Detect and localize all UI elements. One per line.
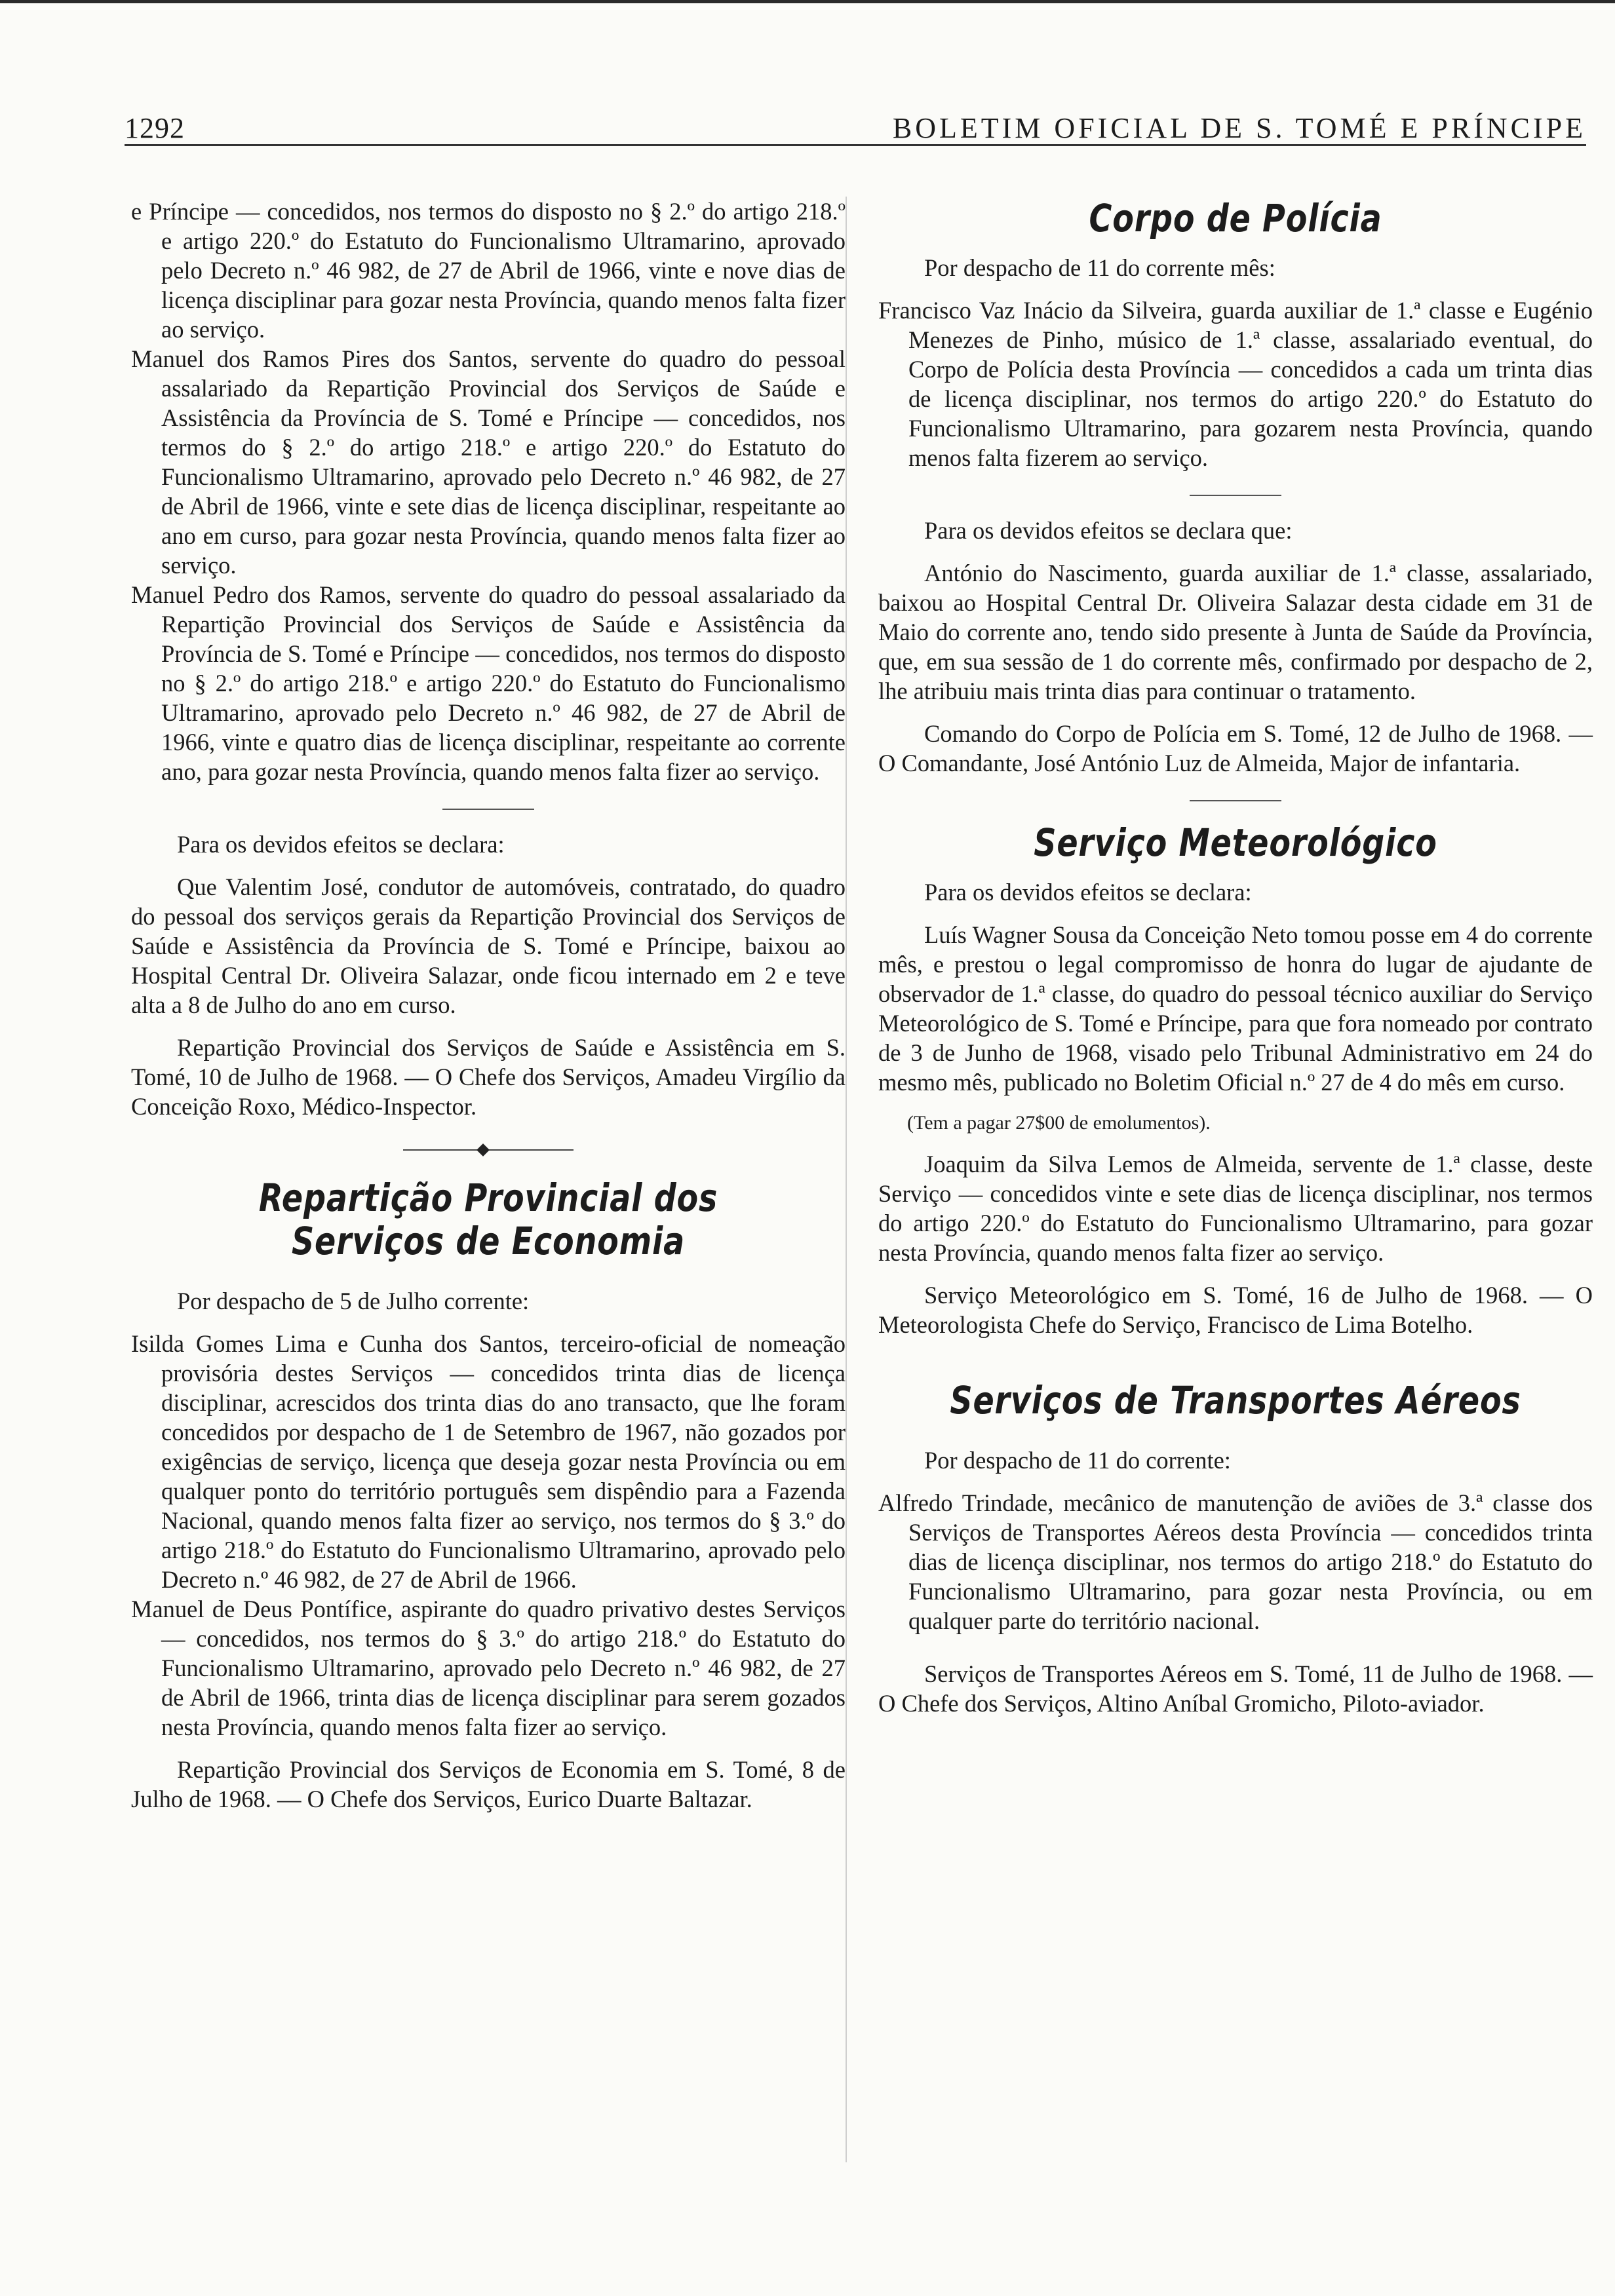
paragraph: Alfredo Trindade, mecânico de manutenção de aviões de 3.ª classe dos Serviços de Transportes Aéreos desta Província — concedidos trinta dias de licença disciplinar, nos termos do artigo 218.º do Estatuto do Funcionalismo Ultramarino, para gozar nesta Província, ou em qualquer parte do território nacional. — [878, 1489, 1593, 1634]
paragraph: Manuel Pedro dos Ramos, servente do quadro do pessoal assalariado da Repartição Provincial dos Serviços de Saúde e Assistência da Província de S. Tomé e Príncipe — concedidos, nos termos do disposto no § 2.º do artigo 218.º e artigo 220.º do Estatuto do Funcionalismo Ultramarino, aprovado pelo Decreto n.º 46 982, de 27 de Abril de 1966, vinte e quatro dias de licença disciplinar, respeitante ao corrente ano, para gozar nesta Província, quando menos falta fizer ao serviço. — [131, 581, 846, 785]
paragraph: Manuel dos Ramos Pires dos Santos, servente do quadro do pessoal assalariado da Repartição Provincial dos Serviços de Saúde e Assistência da Província de S. Tomé e Príncipe — concedidos, nos termos do § 2.º do artigo 218.º e artigo 220.º do Estatuto do Funcionalismo Ultramarino, aprovado pelo Decreto n.º 46 982, de 27 de Abril de 1966, vinte e sete dias de licença disciplinar, respeitante ao ano em curso, para gozar nesta Província, quando menos falta fizer ao serviço. — [131, 345, 846, 579]
fee-note: (Tem a pagar 27$00 de emolumentos). — [907, 1112, 1211, 1134]
paragraph: Para os devidos efeitos se declara: — [177, 831, 505, 858]
paragraph: Para os devidos efeitos se declara que: — [924, 517, 1293, 544]
top-rule — [0, 0, 1615, 3]
paragraph: Por despacho de 11 do corrente mês: — [924, 254, 1275, 281]
right-column — [878, 197, 1593, 1718]
paragraph: Por despacho de 11 do corrente: — [924, 1447, 1231, 1474]
paragraph: Francisco Vaz Inácio da Silveira, guarda auxiliar de 1.ª classe e Eugénio Menezes de Pinho, músico de 1.ª classe, assalariado eventual, do Corpo de Polícia desta Província — concedidos a cada um trinta dias de licença disciplinar, nos termos do artigo 220.º do Estatuto do Funcionalismo Ultramarino, para gozarem nesta Província, quando menos falta fizerem ao serviço. — [878, 297, 1593, 471]
section-title-transportes-aereos: Serviços de Transportes Aéreos — [950, 1378, 1521, 1423]
separator-rule — [1190, 800, 1281, 801]
paragraph: Isilda Gomes Lima e Cunha dos Santos, terceiro-oficial de nomeação provisória destes Serviços — concedidos trinta dias de licença disciplinar, acrescidos dos trinta dias do ano transacto, que lhe foram concedidos por despacho de 1 de Setembro de 1967, não gozados por exigências de serviço, licença que deseja gozar nesta Província ou em qualquer ponto do território português sem dispêndio para a Fazenda Nacional, quando menos falta fizer ao serviço, nos termos do § 3.º do artigo 218.º do Estatuto do Funcionalismo Ultramarino, aprovado pelo Decreto n.º 46 982, de 27 de Abril de 1966. — [131, 1330, 846, 1593]
paragraph: Para os devidos efeitos se declara: — [924, 879, 1252, 906]
paragraph: Joaquim da Silva Lemos de Almeida, servente de 1.ª classe, deste Serviço — concedidos vinte e sete dias de licença disciplinar, nos termos do artigo 220.º do Estatuto do Funcionalismo Ultramarino, para gozar nesta Província, quando menos falta fizer ao serviço. — [878, 1151, 1593, 1266]
paragraph: e Príncipe — concedidos, nos termos do disposto no § 2.º do artigo 218.º e artigo 220.º do Estatuto do Funcionalismo Ultramarino, aprovado pelo Decreto n.º 46 982, de 27 de Abril de 1966, vinte e nove dias de licença disciplinar para gozar nesta Província, quando menos falta fizer ao serviço. — [131, 198, 846, 343]
separator-rule — [1190, 495, 1281, 496]
running-title: BOLETIM OFICIAL DE S. TOMÉ E PRÍNCIPE — [892, 112, 1586, 144]
paragraph: Que Valentim José, condutor de automóveis, contratado, do quadro do pessoal dos serviços gerais da Repartição Provincial dos Serviços de Saúde e Assistência da Província de S. Tomé e Príncipe, baixou ao Hospital Central Dr. Oliveira Salazar, onde ficou internado em 2 e teve alta a 8 de Julho do ano em curso. — [131, 873, 846, 1018]
ornament-separator — [403, 1143, 574, 1157]
signature-paragraph: Serviços de Transportes Aéreos em S. Tomé, 11 de Julho de 1968. — O Chefe dos Serviços, Altino Aníbal Gromicho, Piloto-aviador. — [878, 1660, 1593, 1717]
signature-paragraph: Serviço Meteorológico em S. Tomé, 16 de Julho de 1968. — O Meteorologista Chefe do Serviço, Francisco de Lima Botelho. — [878, 1282, 1593, 1338]
signature-paragraph: Comando do Corpo de Polícia em S. Tomé, 12 de Julho de 1968. — O Comandante, José António Luz de Almeida, Major de infantaria. — [878, 720, 1593, 776]
page-number: 1292 — [125, 112, 185, 144]
signature-paragraph: Repartição Provincial dos Serviços de Economia em S. Tomé, 8 de Julho de 1968. — O Chefe dos Serviços, Eurico Duarte Baltazar. — [131, 1756, 846, 1812]
paragraph: Manuel de Deus Pontífice, aspirante do quadro privativo destes Serviços — concedidos, nos termos do § 3.º do artigo 218.º do Estatuto do Funcionalismo Ultramarino, aprovado pelo Decreto n.º 46 982, de 27 de Abril de 1966, trinta dias de licença disciplinar para serem gozados nesta Província, quando menos falta fizer ao serviço. — [131, 1596, 846, 1740]
section-title-meteorologico: Serviço Meteorológico — [1034, 820, 1437, 865]
left-column — [131, 197, 846, 1814]
separator-rule — [442, 809, 534, 810]
page-header — [125, 105, 1586, 146]
paragraph: Por despacho de 5 de Julho corrente: — [177, 1288, 530, 1314]
paragraph: Luís Wagner Sousa da Conceição Neto tomou posse em 4 do corrente mês, e prestou o legal compromisso de honra do lugar de ajudante de observador de 1.ª classe, do quadro do pessoal técnico auxiliar do Serviço Meteorológico de S. Tomé e Príncipe, para que fora nomeado por contrato de 3 de Junho de 1968, visado pelo Tribunal Administrativo em 24 do mesmo mês, publicado no Boletim Oficial n.º 27 de 4 do mês em curso. — [878, 921, 1593, 1096]
paragraph: António do Nascimento, guarda auxiliar de 1.ª classe, assalariado, baixou ao Hospital Central Dr. Oliveira Salazar desta cidade em 31 de Maio do corrente ano, tendo sido presente à Junta de Saúde da Província, que, em sua sessão de 1 do corrente mês, confirmado por despacho de 2, lhe atribuiu mais trinta dias para continuar o tratamento. — [878, 560, 1593, 704]
column-divider — [846, 197, 847, 2162]
signature-paragraph: Repartição Provincial dos Serviços de Saúde e Assistência em S. Tomé, 10 de Julho de 1968. — O Chefe dos Serviços, Amadeu Virgílio da Conceição Roxo, Médico-Inspector. — [131, 1034, 846, 1120]
section-title-economia: Repartição Provincial dos Serviços de Economia — [258, 1176, 718, 1263]
section-title-corpo-policia: Corpo de Polícia — [1089, 196, 1382, 240]
